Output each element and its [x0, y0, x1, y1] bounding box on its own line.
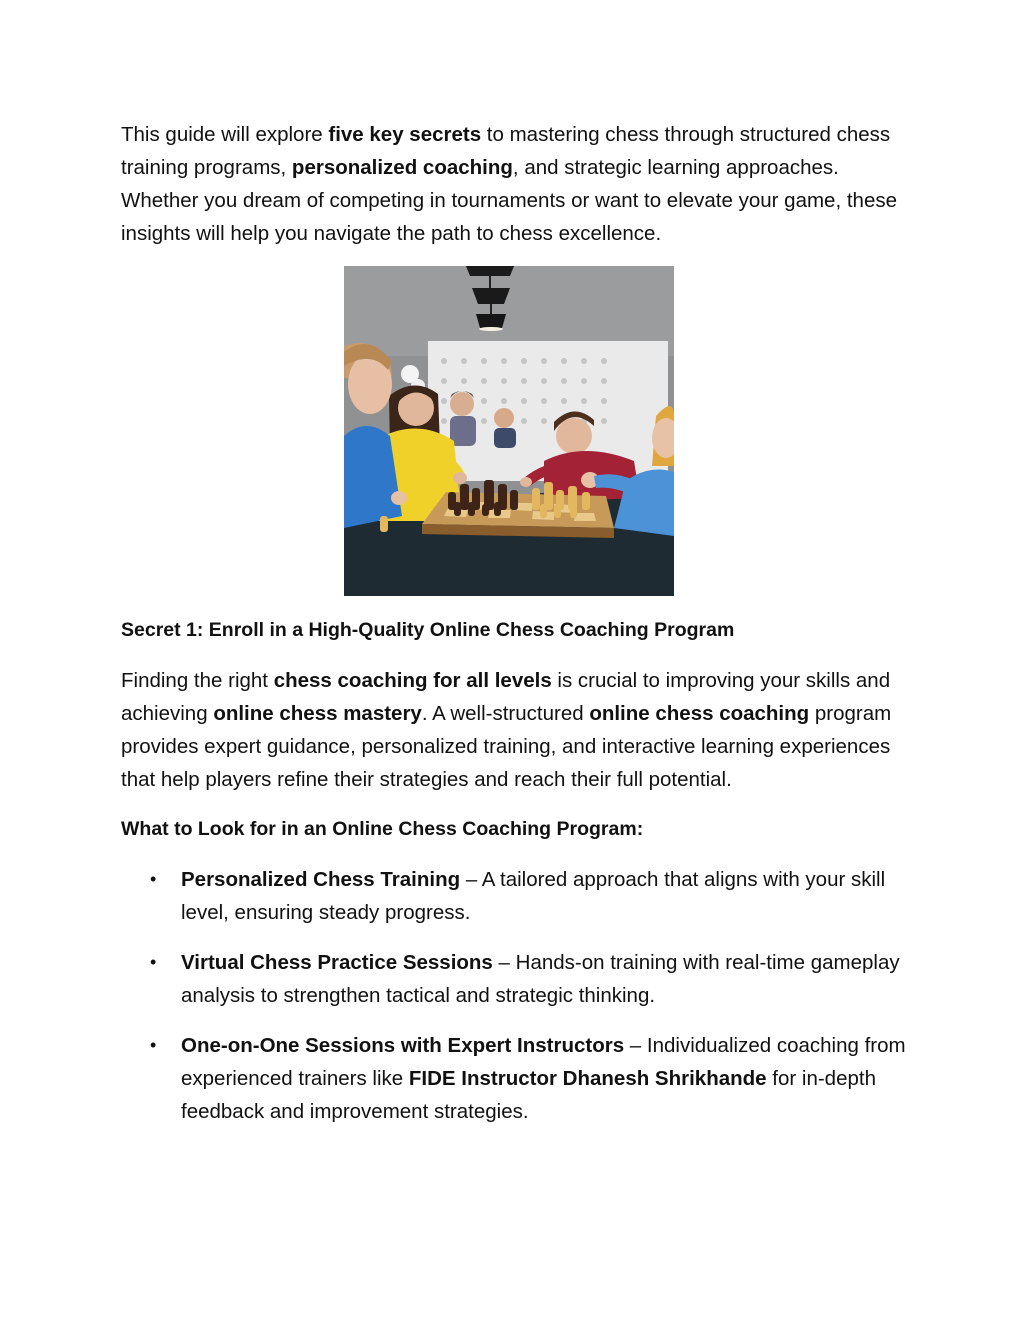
- subheading: What to Look for in an Online Chess Coaching Program:: [121, 818, 644, 840]
- paragraph-text: . A well-structured: [421, 702, 590, 725]
- document-page: [121, 118, 911, 1145]
- instructor-name: FIDE Instructor Dhanesh Shrikhande: [408, 1067, 767, 1090]
- bullet-icon: •: [150, 952, 157, 972]
- paragraph-text: program provides expert guidance, personalized training, and interactive learning experiences that help players refine their strategies and reach their full potential.: [121, 702, 892, 791]
- list-item-title: Virtual Chess Practice Sessions: [181, 951, 493, 974]
- paragraph-text: is crucial to improving your skills and achieving: [121, 669, 891, 725]
- intro-bold: five key secrets: [328, 123, 482, 146]
- intro-text: to mastering chess through structured chess training programs,: [121, 123, 891, 179]
- list-item-text: for in-depth feedback and improvement strategies.: [181, 1067, 876, 1123]
- bullet-icon: •: [150, 869, 157, 889]
- list-item-text: – A tailored approach that aligns with your skill level, ensuring steady progress.: [181, 868, 886, 924]
- list-item-text: – Individualized coaching from experienced trainers like: [181, 1034, 906, 1090]
- kids-playing-chess-photo: [344, 266, 674, 596]
- coaching-criteria-list: [121, 863, 911, 1128]
- list-item: [121, 1029, 911, 1128]
- intro-text: This guide will explore: [121, 123, 329, 146]
- bullet-icon: •: [150, 1035, 157, 1055]
- list-item-title: Personalized Chess Training: [181, 868, 461, 891]
- paragraph-text: Finding the right: [121, 669, 274, 692]
- section-heading: Secret 1: Enroll in a High-Quality Online Chess Coaching Program: [121, 619, 735, 641]
- list-item: [121, 863, 911, 929]
- intro-paragraph: [121, 118, 911, 250]
- paragraph-bold: online chess coaching: [589, 702, 810, 725]
- list-item-title: One-on-One Sessions with Expert Instructors: [181, 1034, 625, 1057]
- list-item: [121, 946, 911, 1012]
- body-paragraph: [121, 664, 911, 796]
- intro-text: , and strategic learning approaches. Whether you dream of competing in tournaments or want to elevate your game, these insights will help you navigate the path to chess excellence.: [121, 156, 897, 245]
- list-item-text: – Hands-on training with real-time gameplay analysis to strengthen tactical and strategic thinking.: [181, 951, 900, 1007]
- intro-bold: personalized coaching: [291, 156, 513, 179]
- paragraph-bold: chess coaching for all levels: [273, 669, 552, 692]
- photo-container: [121, 266, 911, 596]
- paragraph-bold: online chess mastery: [213, 702, 422, 725]
